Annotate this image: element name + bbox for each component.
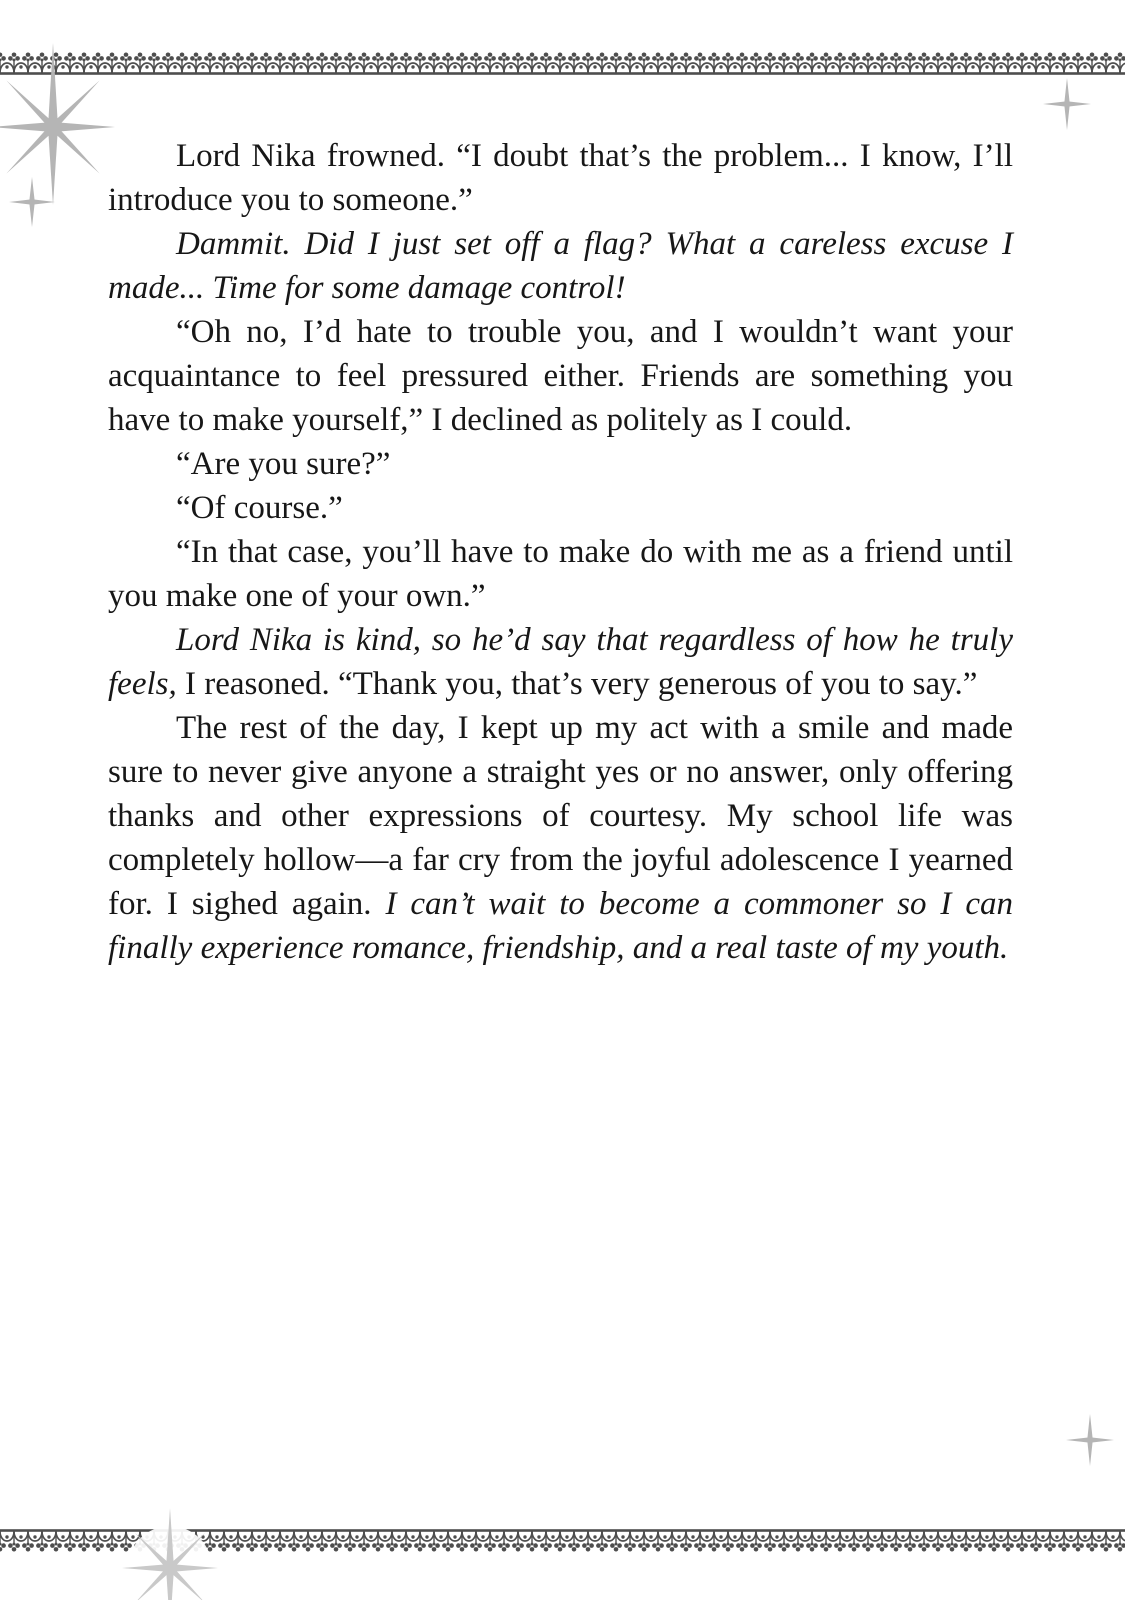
text-segment: The rest of the day, I kept up my act with a smile and made sure to never give anyone a straight yes or no answer, only offering thanks and other expressions of courtesy. My school life was completely hollow—a far cry from the joyful adolescence I yearned for. I sighed again. [108, 710, 1013, 922]
paragraph [108, 706, 1013, 970]
text-segment: I can’t wait to become a commoner so I can finally experience romance, friendship, and a real taste of my youth. [108, 886, 1013, 966]
text-segment: “In that case, you’ll have to make do with me as a friend until you make one of your own.” [108, 534, 1013, 614]
paragraph [108, 486, 1013, 530]
paragraph [108, 618, 1013, 706]
sparkle-ray [1066, 1437, 1114, 1443]
text-segment: “Of course.” [176, 490, 343, 526]
paragraph [108, 134, 1013, 222]
text-segment: “Oh no, I’d hate to trouble you, and I wouldn’t want your acquaintance to feel pressured either. Friends are something you have to make yourself,” I declined as politely as I could. [108, 314, 1013, 438]
eight-point-star-icon [85, 1483, 255, 1600]
text-segment: Lord Nika frowned. “I doubt that’s the problem... I know, I’ll introduce you to someone.” [108, 138, 1013, 218]
four-point-sparkle-icon [1037, 74, 1097, 134]
sparkle-ray [9, 199, 55, 205]
text-segment: I reasoned. “Thank you, that’s very generous of you to say.” [176, 666, 978, 702]
text-segment: “Are you sure?” [176, 446, 391, 482]
paragraph [108, 442, 1013, 486]
sparkle-ray [1043, 101, 1091, 107]
text-segment: Dammit. Did I just set off a flag? What a careless excuse I made... Time for some damage control! [108, 226, 1013, 306]
paragraph [108, 222, 1013, 310]
paragraph [108, 530, 1013, 618]
paragraph [108, 310, 1013, 442]
text-segment: Lord Nika is kind, so he’d say that regardless of how he truly feels, [108, 622, 1013, 702]
four-point-sparkle-icon [2, 172, 62, 232]
page-text [108, 134, 1013, 970]
decorative-border-top [0, 47, 1125, 77]
four-point-sparkle-icon [1060, 1410, 1120, 1470]
